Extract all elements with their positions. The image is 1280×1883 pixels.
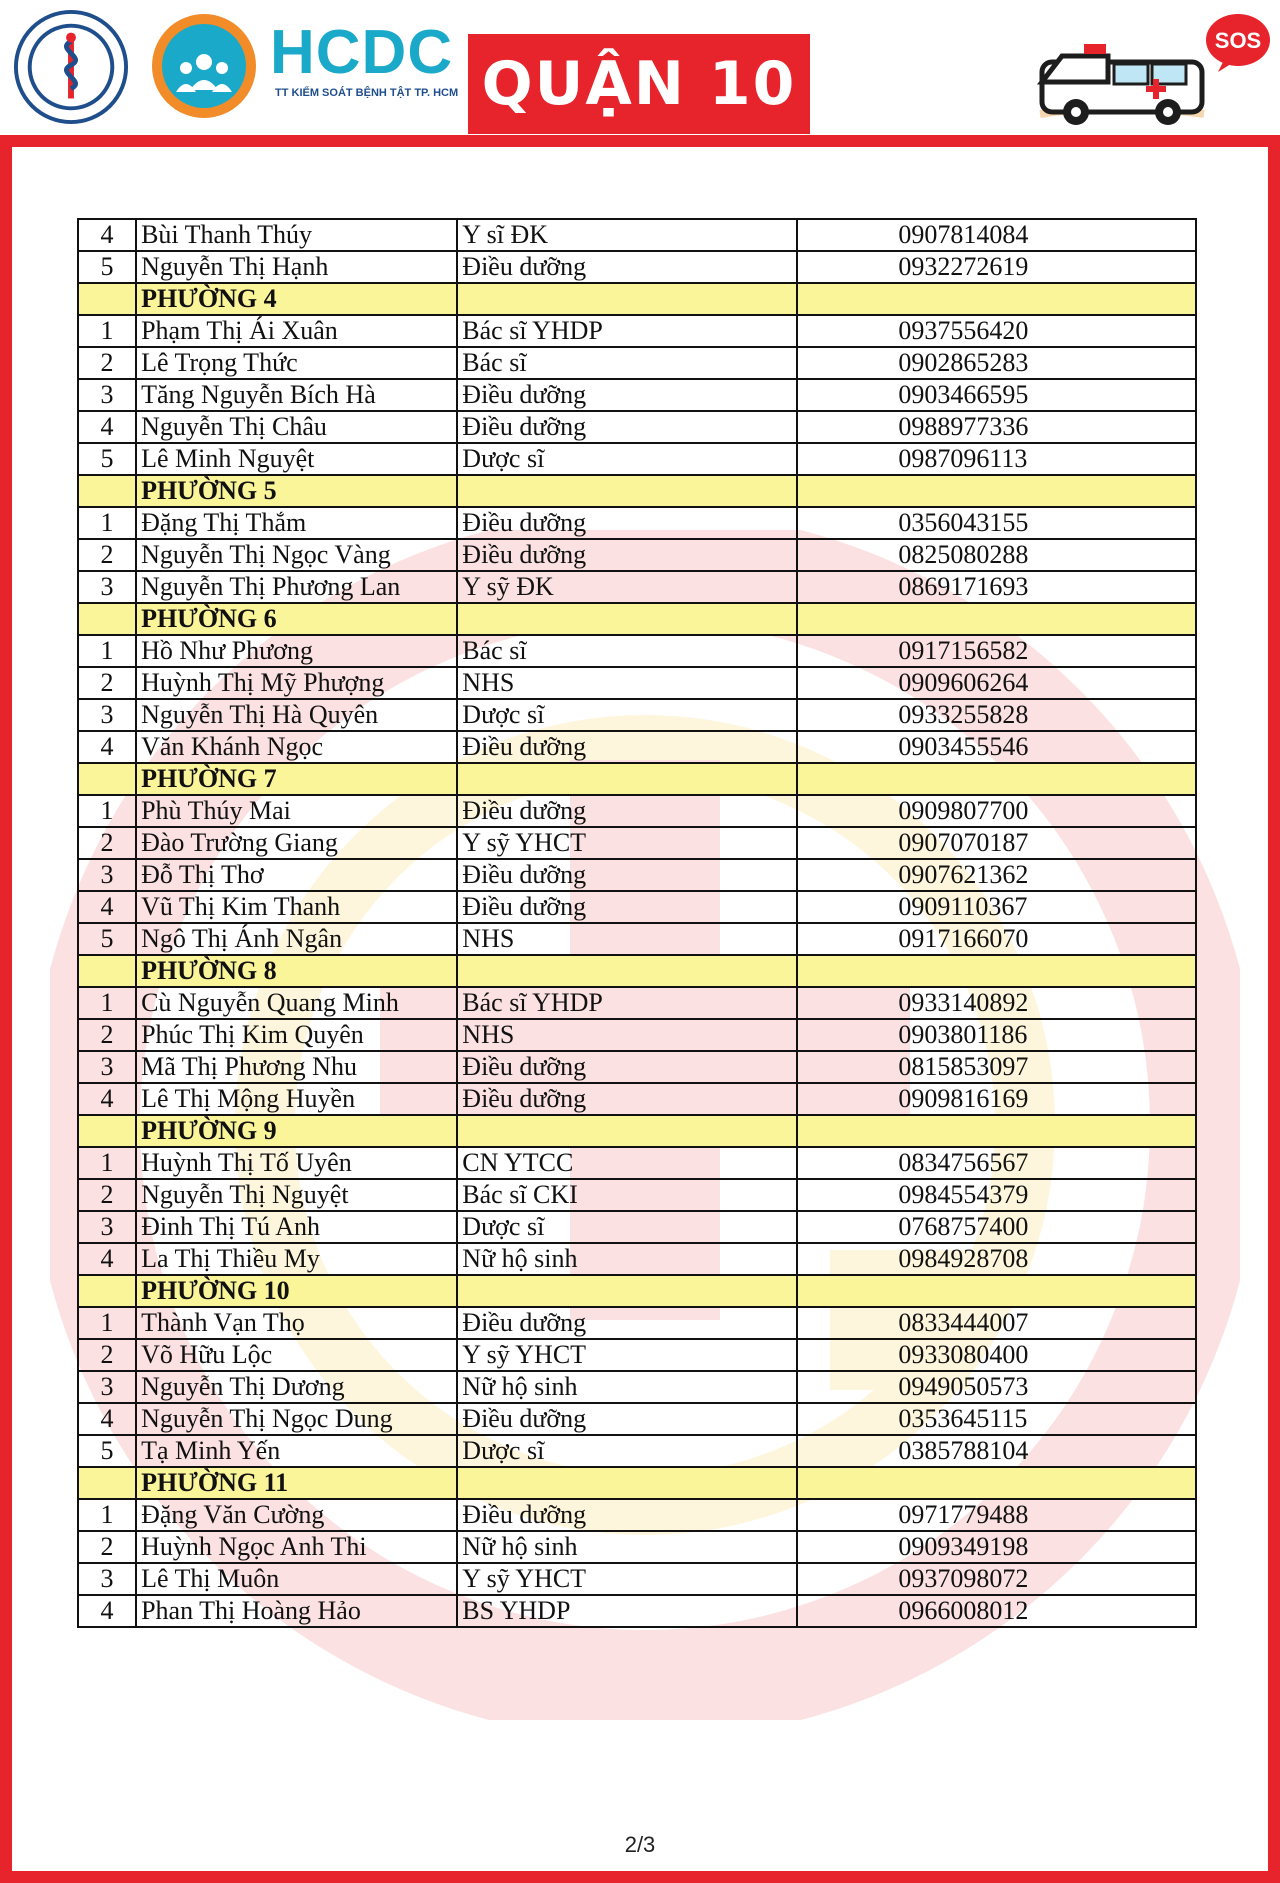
staff-role: Điều dưỡng [457, 251, 797, 283]
ward-name: PHƯỜNG 9 [136, 1115, 457, 1147]
staff-role: Nữ hộ sinh [457, 1243, 797, 1275]
staff-phone: 0917156582 [797, 635, 1196, 667]
table-row [78, 411, 1196, 443]
staff-role: NHS [457, 667, 797, 699]
ward-index-cell [78, 603, 136, 635]
row-index: 1 [78, 635, 136, 667]
staff-name: Tăng Nguyễn Bích Hà [136, 379, 457, 411]
row-index: 2 [78, 1179, 136, 1211]
staff-role: Y sỹ ĐK [457, 571, 797, 603]
row-index: 4 [78, 1595, 136, 1627]
staff-phone: 0909606264 [797, 667, 1196, 699]
staff-phone: 0833444007 [797, 1307, 1196, 1339]
staff-role: Dược sĩ [457, 1435, 797, 1467]
page-number: 2/3 [624, 1832, 656, 1857]
staff-phone: 0971779488 [797, 1499, 1196, 1531]
table-row [78, 1339, 1196, 1371]
staff-name: Lê Thị Muôn [136, 1563, 457, 1595]
staff-name: Nguyễn Thị Ngọc Dung [136, 1403, 457, 1435]
ward-phone-cell [797, 955, 1196, 987]
row-index: 2 [78, 347, 136, 379]
ward-name: PHƯỜNG 11 [136, 1467, 457, 1499]
row-index: 5 [78, 1435, 136, 1467]
table-row [78, 1435, 1196, 1467]
ward-index-cell [78, 955, 136, 987]
ward-index-cell [78, 283, 136, 315]
table-row [78, 731, 1196, 763]
staff-name: Lê Minh Nguyệt [136, 443, 457, 475]
ward-index-cell [78, 1115, 136, 1147]
staff-name: La Thị Thiều My [136, 1243, 457, 1275]
staff-name: Mã Thị Phương Nhu [136, 1051, 457, 1083]
ward-phone-cell [797, 603, 1196, 635]
staff-phone: 0385788104 [797, 1435, 1196, 1467]
table-row [78, 635, 1196, 667]
staff-phone: 0768757400 [797, 1211, 1196, 1243]
ward-role-cell [457, 283, 797, 315]
staff-name: Đặng Văn Cường [136, 1499, 457, 1531]
ward-role-cell [457, 1115, 797, 1147]
row-index: 4 [78, 1403, 136, 1435]
ward-header-row [78, 283, 1196, 315]
staff-name: Văn Khánh Ngọc [136, 731, 457, 763]
staff-name: Nguyễn Thị Dương [136, 1371, 457, 1403]
ward-phone-cell [797, 283, 1196, 315]
table-row [78, 827, 1196, 859]
table-row [78, 251, 1196, 283]
staff-phone: 0984928708 [797, 1243, 1196, 1275]
row-index: 4 [78, 411, 136, 443]
ward-phone-cell [797, 475, 1196, 507]
staff-role: Y sỹ YHCT [457, 827, 797, 859]
row-index: 2 [78, 539, 136, 571]
staff-role: Điều dưỡng [457, 1499, 797, 1531]
staff-name: Phù Thúy Mai [136, 795, 457, 827]
staff-name: Nguyễn Thị Hà Quyên [136, 699, 457, 731]
table-row [78, 1403, 1196, 1435]
ward-phone-cell [797, 763, 1196, 795]
staff-role: Điều dưỡng [457, 731, 797, 763]
table-row [78, 891, 1196, 923]
ward-role-cell [457, 955, 797, 987]
table-row [78, 539, 1196, 571]
ward-header-row [78, 955, 1196, 987]
staff-phone: 0907814084 [797, 219, 1196, 251]
staff-name: Huỳnh Ngọc Anh Thi [136, 1531, 457, 1563]
staff-name: Vũ Thị Kim Thanh [136, 891, 457, 923]
staff-name: Huỳnh Thị Mỹ Phượng [136, 667, 457, 699]
ward-role-cell [457, 1275, 797, 1307]
row-index: 1 [78, 1307, 136, 1339]
staff-name: Cù Nguyễn Quang Minh [136, 987, 457, 1019]
staff-role: Điều dưỡng [457, 379, 797, 411]
row-index: 4 [78, 731, 136, 763]
staff-role: Điều dưỡng [457, 507, 797, 539]
staff-name: Lê Trọng Thức [136, 347, 457, 379]
staff-phone: 0933080400 [797, 1339, 1196, 1371]
ward-role-cell [457, 603, 797, 635]
staff-phone: 0933140892 [797, 987, 1196, 1019]
ward-header-row [78, 1115, 1196, 1147]
row-index: 4 [78, 1083, 136, 1115]
staff-phone: 0932272619 [797, 251, 1196, 283]
staff-phone: 0903801186 [797, 1019, 1196, 1051]
staff-name: Nguyễn Thị Châu [136, 411, 457, 443]
staff-role: Bác sĩ YHDP [457, 315, 797, 347]
row-index: 4 [78, 1243, 136, 1275]
staff-role: Bác sĩ CKI [457, 1179, 797, 1211]
row-index: 1 [78, 795, 136, 827]
table-row [78, 379, 1196, 411]
row-index: 2 [78, 1019, 136, 1051]
staff-role: Điều dưỡng [457, 1403, 797, 1435]
staff-role: NHS [457, 923, 797, 955]
ward-index-cell [78, 1467, 136, 1499]
table-row [78, 667, 1196, 699]
ward-role-cell [457, 763, 797, 795]
staff-role: Điều dưỡng [457, 859, 797, 891]
staff-phone: 0903466595 [797, 379, 1196, 411]
staff-phone: 0917166070 [797, 923, 1196, 955]
staff-phone: 0966008012 [797, 1595, 1196, 1627]
table-row [78, 347, 1196, 379]
staff-role: CN YTCC [457, 1147, 797, 1179]
ward-header-row [78, 475, 1196, 507]
row-index: 2 [78, 827, 136, 859]
staff-name: Đào Trường Giang [136, 827, 457, 859]
staff-phone: 0825080288 [797, 539, 1196, 571]
table-row [78, 1563, 1196, 1595]
table-row [78, 1211, 1196, 1243]
hcdc-subtitle: TT KIỂM SOÁT BỆNH TẬT TP. HCM [275, 87, 459, 99]
row-index: 2 [78, 1531, 136, 1563]
staff-role: Điều dưỡng [457, 1307, 797, 1339]
staff-role: NHS [457, 1019, 797, 1051]
staff-name: Đỗ Thị Thơ [136, 859, 457, 891]
row-index: 2 [78, 1339, 136, 1371]
staff-name: Tạ Minh Yến [136, 1435, 457, 1467]
ward-name: PHƯỜNG 5 [136, 475, 457, 507]
district-title: QUẬN 10 [468, 34, 810, 134]
row-index: 1 [78, 1499, 136, 1531]
staff-role: Nữ hộ sinh [457, 1371, 797, 1403]
table-row [78, 1371, 1196, 1403]
table-row [78, 1051, 1196, 1083]
staff-name: Võ Hữu Lộc [136, 1339, 457, 1371]
staff-phone: 0988977336 [797, 411, 1196, 443]
staff-role: Bác sĩ YHDP [457, 987, 797, 1019]
staff-name: Đinh Thị Tú Anh [136, 1211, 457, 1243]
staff-phone: 0949050573 [797, 1371, 1196, 1403]
row-index: 3 [78, 571, 136, 603]
ward-name: PHƯỜNG 4 [136, 283, 457, 315]
staff-role: Bác sĩ [457, 635, 797, 667]
staff-phone: 0353645115 [797, 1403, 1196, 1435]
staff-name: Phạm Thị Ái Xuân [136, 315, 457, 347]
sos-label: SOS [1214, 28, 1262, 53]
staff-name: Nguyễn Thị Nguyệt [136, 1179, 457, 1211]
staff-phone: 0937556420 [797, 315, 1196, 347]
staff-phone: 0902865283 [797, 347, 1196, 379]
table-row [78, 795, 1196, 827]
table-row [78, 219, 1196, 251]
staff-name: Bùi Thanh Thúy [136, 219, 457, 251]
ward-phone-cell [797, 1467, 1196, 1499]
staff-name: Lê Thị Mộng Huyền [136, 1083, 457, 1115]
row-index: 3 [78, 1211, 136, 1243]
row-index: 1 [78, 315, 136, 347]
staff-phone: 0984554379 [797, 1179, 1196, 1211]
staff-name: Huỳnh Thị Tố Uyên [136, 1147, 457, 1179]
ward-role-cell [457, 475, 797, 507]
staff-phone: 0356043155 [797, 507, 1196, 539]
staff-phone: 0937098072 [797, 1563, 1196, 1595]
table-row [78, 859, 1196, 891]
ward-name: PHƯỜNG 6 [136, 603, 457, 635]
staff-phone: 0834756567 [797, 1147, 1196, 1179]
page-header [0, 0, 1280, 135]
staff-role: Điều dưỡng [457, 1051, 797, 1083]
table-row [78, 507, 1196, 539]
staff-name: Hồ Như Phương [136, 635, 457, 667]
staff-role: Nữ hộ sinh [457, 1531, 797, 1563]
ambulance-sos-icon [1028, 6, 1273, 131]
staff-role: Dược sĩ [457, 699, 797, 731]
table-row [78, 571, 1196, 603]
staff-role: Điều dưỡng [457, 411, 797, 443]
staff-phone: 0909110367 [797, 891, 1196, 923]
staff-role: Điều dưỡng [457, 539, 797, 571]
ward-index-cell [78, 1275, 136, 1307]
row-index: 3 [78, 379, 136, 411]
table-row [78, 1083, 1196, 1115]
table-row [78, 699, 1196, 731]
staff-name: Nguyễn Thị Hạnh [136, 251, 457, 283]
staff-role: Dược sĩ [457, 443, 797, 475]
row-index: 4 [78, 891, 136, 923]
row-index: 3 [78, 859, 136, 891]
staff-phone: 0907070187 [797, 827, 1196, 859]
staff-phone: 0909349198 [797, 1531, 1196, 1563]
row-index: 3 [78, 1563, 136, 1595]
staff-name: Ngô Thị Ánh Ngân [136, 923, 457, 955]
row-index: 1 [78, 987, 136, 1019]
staff-name: Đặng Thị Thắm [136, 507, 457, 539]
department-of-health-logo [12, 8, 130, 126]
ward-phone-cell [797, 1275, 1196, 1307]
row-index: 3 [78, 699, 136, 731]
table-row [78, 987, 1196, 1019]
row-index: 1 [78, 507, 136, 539]
staff-role: Điều dưỡng [457, 891, 797, 923]
hcdc-emblem-icon [148, 10, 260, 122]
ward-role-cell [457, 1467, 797, 1499]
staff-role: Y sỹ YHCT [457, 1339, 797, 1371]
ward-index-cell [78, 763, 136, 795]
row-index: 5 [78, 923, 136, 955]
row-index: 3 [78, 1051, 136, 1083]
staff-phone: 0987096113 [797, 443, 1196, 475]
table-row [78, 443, 1196, 475]
staff-role: Dược sĩ [457, 1211, 797, 1243]
ward-index-cell [78, 475, 136, 507]
staff-phone: 0909807700 [797, 795, 1196, 827]
row-index: 5 [78, 251, 136, 283]
ward-name: PHƯỜNG 7 [136, 763, 457, 795]
table-row [78, 1179, 1196, 1211]
table-row [78, 1499, 1196, 1531]
row-index: 1 [78, 1147, 136, 1179]
staff-role: Bác sĩ [457, 347, 797, 379]
staff-table-body [78, 219, 1196, 1627]
staff-role: Điều dưỡng [457, 795, 797, 827]
ward-header-row [78, 1275, 1196, 1307]
hcdc-brand-text: HCDC [270, 18, 454, 87]
ward-name: PHƯỜNG 8 [136, 955, 457, 987]
table-row [78, 1531, 1196, 1563]
staff-name: Phan Thị Hoàng Hảo [136, 1595, 457, 1627]
staff-role: Điều dưỡng [457, 1083, 797, 1115]
ward-phone-cell [797, 1115, 1196, 1147]
staff-phone: 0869171693 [797, 571, 1196, 603]
staff-name: Nguyễn Thị Phương Lan [136, 571, 457, 603]
row-index: 4 [78, 219, 136, 251]
row-index: 3 [78, 1371, 136, 1403]
staff-phone: 0815853097 [797, 1051, 1196, 1083]
staff-phone: 0903455546 [797, 731, 1196, 763]
ward-name: PHƯỜNG 10 [136, 1275, 457, 1307]
table-row [78, 923, 1196, 955]
staff-table [77, 218, 1197, 1628]
staff-phone: 0907621362 [797, 859, 1196, 891]
staff-role: Y sĩ ĐK [457, 219, 797, 251]
staff-role: BS YHDP [457, 1595, 797, 1627]
staff-name: Nguyễn Thị Ngọc Vàng [136, 539, 457, 571]
table-row [78, 1019, 1196, 1051]
staff-phone: 0909816169 [797, 1083, 1196, 1115]
row-index: 2 [78, 667, 136, 699]
staff-name: Phúc Thị Kim Quyên [136, 1019, 457, 1051]
ward-header-row [78, 1467, 1196, 1499]
table-row [78, 1147, 1196, 1179]
table-row [78, 1243, 1196, 1275]
ward-header-row [78, 603, 1196, 635]
row-index: 5 [78, 443, 136, 475]
ward-header-row [78, 763, 1196, 795]
staff-name: Thành Vạn Thọ [136, 1307, 457, 1339]
staff-phone: 0933255828 [797, 699, 1196, 731]
table-row [78, 1307, 1196, 1339]
table-row [78, 315, 1196, 347]
table-row [78, 1595, 1196, 1627]
staff-role: Y sỹ YHCT [457, 1563, 797, 1595]
